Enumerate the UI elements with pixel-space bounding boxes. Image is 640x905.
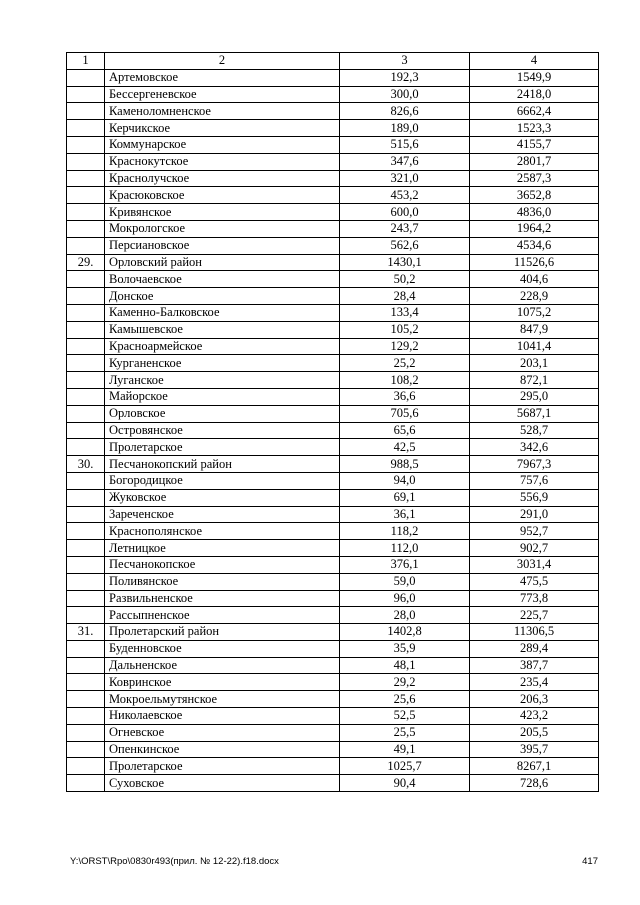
table-row [67, 506, 599, 523]
value-col4-cell: 1075,2 [470, 304, 599, 321]
table-row [67, 136, 599, 153]
name-cell: Пролетарское [105, 439, 340, 456]
name-cell: Каменно-Балковское [105, 304, 340, 321]
value-col4-cell: 289,4 [470, 640, 599, 657]
table-row [67, 674, 599, 691]
value-col3-cell: 42,5 [340, 439, 470, 456]
value-col4-cell: 757,6 [470, 472, 599, 489]
table-row [67, 405, 599, 422]
row-number-cell [67, 506, 105, 523]
name-cell: Рассыпненское [105, 607, 340, 624]
table-row [67, 556, 599, 573]
value-col4-cell: 203,1 [470, 355, 599, 372]
row-number-cell [67, 674, 105, 691]
name-cell: Луганское [105, 372, 340, 389]
table-body [67, 53, 599, 792]
value-col4-cell: 228,9 [470, 288, 599, 305]
name-cell: Артемовское [105, 69, 340, 86]
value-col4-cell: 291,0 [470, 506, 599, 523]
table-row [67, 456, 599, 473]
value-col4-cell: 5687,1 [470, 405, 599, 422]
row-number-cell [67, 288, 105, 305]
header-cell-1: 1 [67, 53, 105, 70]
value-col3-cell: 192,3 [340, 69, 470, 86]
value-col4-cell: 847,9 [470, 321, 599, 338]
value-col3-cell: 69,1 [340, 489, 470, 506]
row-number-cell [67, 136, 105, 153]
name-cell: Краснополянское [105, 523, 340, 540]
table-row [67, 86, 599, 103]
row-number-cell [67, 489, 105, 506]
row-number-cell: 31. [67, 624, 105, 641]
table-row [67, 624, 599, 641]
name-cell: Пролетарский район [105, 624, 340, 641]
table-row [67, 355, 599, 372]
value-col4-cell: 3652,8 [470, 187, 599, 204]
name-cell: Мокроельмутянское [105, 691, 340, 708]
name-cell: Кривянское [105, 204, 340, 221]
name-cell: Волочаевское [105, 271, 340, 288]
name-cell: Ковринское [105, 674, 340, 691]
name-cell: Орловский район [105, 254, 340, 271]
value-col3-cell: 376,1 [340, 556, 470, 573]
row-number-cell [67, 523, 105, 540]
value-col4-cell: 11306,5 [470, 624, 599, 641]
name-cell: Развильненское [105, 590, 340, 607]
value-col4-cell: 872,1 [470, 372, 599, 389]
value-col3-cell: 90,4 [340, 775, 470, 792]
value-col4-cell: 387,7 [470, 657, 599, 674]
value-col4-cell: 404,6 [470, 271, 599, 288]
row-number-cell [67, 741, 105, 758]
name-cell: Донское [105, 288, 340, 305]
table-row [67, 540, 599, 557]
value-col4-cell: 206,3 [470, 691, 599, 708]
value-col4-cell: 952,7 [470, 523, 599, 540]
value-col3-cell: 25,5 [340, 724, 470, 741]
header-cell-2: 2 [105, 53, 340, 70]
name-cell: Орловское [105, 405, 340, 422]
value-col4-cell: 235,4 [470, 674, 599, 691]
table-row [67, 288, 599, 305]
row-number-cell [67, 388, 105, 405]
row-number-cell [67, 607, 105, 624]
value-col3-cell: 59,0 [340, 573, 470, 590]
value-col4-cell: 205,5 [470, 724, 599, 741]
value-col4-cell: 295,0 [470, 388, 599, 405]
row-number-cell [67, 237, 105, 254]
value-col4-cell: 423,2 [470, 708, 599, 725]
row-number-cell [67, 439, 105, 456]
row-number-cell [67, 153, 105, 170]
name-cell: Дальненское [105, 657, 340, 674]
footer-file-path: Y:\ORST\Rpo\0830r493(прил. № 12-22).f18.docx [70, 856, 279, 867]
value-col4-cell: 4534,6 [470, 237, 599, 254]
value-col3-cell: 25,6 [340, 691, 470, 708]
table-row [67, 338, 599, 355]
value-col3-cell: 189,0 [340, 120, 470, 137]
row-number-cell [67, 204, 105, 221]
row-number-cell [67, 573, 105, 590]
table-row [67, 590, 599, 607]
name-cell: Огневское [105, 724, 340, 741]
name-cell: Поливянское [105, 573, 340, 590]
value-col3-cell: 826,6 [340, 103, 470, 120]
name-cell: Песчанокопский район [105, 456, 340, 473]
table-row [67, 321, 599, 338]
value-col3-cell: 35,9 [340, 640, 470, 657]
value-col3-cell: 25,2 [340, 355, 470, 372]
name-cell: Красноармейское [105, 338, 340, 355]
value-col3-cell: 133,4 [340, 304, 470, 321]
table-row [67, 254, 599, 271]
table-row [67, 69, 599, 86]
row-number-cell [67, 640, 105, 657]
table-row [67, 724, 599, 741]
value-col3-cell: 347,6 [340, 153, 470, 170]
table-row [67, 489, 599, 506]
row-number-cell [67, 103, 105, 120]
row-number-cell [67, 758, 105, 775]
table-row [67, 657, 599, 674]
data-table [66, 52, 599, 792]
header-cell-4: 4 [470, 53, 599, 70]
name-cell: Майорское [105, 388, 340, 405]
name-cell: Керчикское [105, 120, 340, 137]
row-number-cell [67, 657, 105, 674]
value-col3-cell: 65,6 [340, 422, 470, 439]
name-cell: Суховское [105, 775, 340, 792]
table-row [67, 304, 599, 321]
name-cell: Опенкинское [105, 741, 340, 758]
row-number-cell [67, 691, 105, 708]
value-col3-cell: 988,5 [340, 456, 470, 473]
value-col3-cell: 705,6 [340, 405, 470, 422]
name-cell: Каменоломненское [105, 103, 340, 120]
value-col4-cell: 1964,2 [470, 220, 599, 237]
value-col3-cell: 28,0 [340, 607, 470, 624]
value-col3-cell: 36,6 [340, 388, 470, 405]
table-row [67, 775, 599, 792]
table-row [67, 758, 599, 775]
value-col3-cell: 94,0 [340, 472, 470, 489]
value-col3-cell: 1430,1 [340, 254, 470, 271]
value-col3-cell: 562,6 [340, 237, 470, 254]
value-col4-cell: 225,7 [470, 607, 599, 624]
table-row [67, 237, 599, 254]
value-col4-cell: 1041,4 [470, 338, 599, 355]
table-row [67, 472, 599, 489]
name-cell: Краснокутское [105, 153, 340, 170]
value-col3-cell: 29,2 [340, 674, 470, 691]
value-col3-cell: 112,0 [340, 540, 470, 557]
value-col4-cell: 2587,3 [470, 170, 599, 187]
value-col4-cell: 528,7 [470, 422, 599, 439]
name-cell: Богородицкое [105, 472, 340, 489]
value-col3-cell: 129,2 [340, 338, 470, 355]
value-col4-cell: 556,9 [470, 489, 599, 506]
value-col3-cell: 1025,7 [340, 758, 470, 775]
table-row [67, 523, 599, 540]
value-col3-cell: 453,2 [340, 187, 470, 204]
row-number-cell [67, 170, 105, 187]
row-number-cell [67, 540, 105, 557]
value-col4-cell: 8267,1 [470, 758, 599, 775]
table-row [67, 271, 599, 288]
value-col4-cell: 11526,6 [470, 254, 599, 271]
row-number-cell [67, 187, 105, 204]
value-col4-cell: 2801,7 [470, 153, 599, 170]
value-col3-cell: 52,5 [340, 708, 470, 725]
name-cell: Красюковское [105, 187, 340, 204]
table-row [67, 153, 599, 170]
name-cell: Мокрологское [105, 220, 340, 237]
table-header-row [67, 53, 599, 70]
row-number-cell [67, 321, 105, 338]
value-col4-cell: 7967,3 [470, 456, 599, 473]
row-number-cell [67, 708, 105, 725]
table-row [67, 741, 599, 758]
value-col3-cell: 300,0 [340, 86, 470, 103]
name-cell: Жуковское [105, 489, 340, 506]
table-row [67, 607, 599, 624]
value-col3-cell: 48,1 [340, 657, 470, 674]
row-number-cell [67, 724, 105, 741]
value-col3-cell: 515,6 [340, 136, 470, 153]
value-col3-cell: 243,7 [340, 220, 470, 237]
row-number-cell [67, 304, 105, 321]
row-number-cell [67, 422, 105, 439]
value-col4-cell: 395,7 [470, 741, 599, 758]
value-col4-cell: 3031,4 [470, 556, 599, 573]
value-col3-cell: 50,2 [340, 271, 470, 288]
value-col3-cell: 600,0 [340, 204, 470, 221]
table-row [67, 187, 599, 204]
name-cell: Камышевское [105, 321, 340, 338]
table-row [67, 220, 599, 237]
value-col4-cell: 342,6 [470, 439, 599, 456]
table-row [67, 573, 599, 590]
name-cell: Буденновское [105, 640, 340, 657]
row-number-cell: 29. [67, 254, 105, 271]
value-col4-cell: 475,5 [470, 573, 599, 590]
table-row [67, 422, 599, 439]
name-cell: Персиановское [105, 237, 340, 254]
value-col4-cell: 4155,7 [470, 136, 599, 153]
value-col3-cell: 108,2 [340, 372, 470, 389]
name-cell: Летницкое [105, 540, 340, 557]
row-number-cell [67, 271, 105, 288]
name-cell: Зареченское [105, 506, 340, 523]
table-row [67, 640, 599, 657]
row-number-cell [67, 220, 105, 237]
value-col3-cell: 321,0 [340, 170, 470, 187]
row-number-cell [67, 472, 105, 489]
name-cell: Островянское [105, 422, 340, 439]
name-cell: Бессергеневское [105, 86, 340, 103]
value-col4-cell: 728,6 [470, 775, 599, 792]
row-number-cell [67, 775, 105, 792]
value-col4-cell: 1523,3 [470, 120, 599, 137]
name-cell: Коммунарское [105, 136, 340, 153]
table-row [67, 691, 599, 708]
table-row [67, 170, 599, 187]
value-col4-cell: 902,7 [470, 540, 599, 557]
row-number-cell [67, 405, 105, 422]
value-col3-cell: 36,1 [340, 506, 470, 523]
value-col3-cell: 28,4 [340, 288, 470, 305]
value-col3-cell: 105,2 [340, 321, 470, 338]
row-number-cell [67, 355, 105, 372]
name-cell: Краснолучское [105, 170, 340, 187]
value-col4-cell: 773,8 [470, 590, 599, 607]
value-col3-cell: 118,2 [340, 523, 470, 540]
value-col4-cell: 2418,0 [470, 86, 599, 103]
name-cell: Николаевское [105, 708, 340, 725]
value-col4-cell: 1549,9 [470, 69, 599, 86]
row-number-cell [67, 120, 105, 137]
value-col4-cell: 6662,4 [470, 103, 599, 120]
table-row [67, 388, 599, 405]
table-row [67, 708, 599, 725]
name-cell: Песчанокопское [105, 556, 340, 573]
row-number-cell [67, 590, 105, 607]
table-row [67, 204, 599, 221]
row-number-cell [67, 372, 105, 389]
row-number-cell [67, 556, 105, 573]
value-col3-cell: 1402,8 [340, 624, 470, 641]
footer-page-number: 417 [582, 856, 598, 867]
row-number-cell [67, 338, 105, 355]
row-number-cell: 30. [67, 456, 105, 473]
table-row [67, 120, 599, 137]
value-col3-cell: 96,0 [340, 590, 470, 607]
row-number-cell [67, 69, 105, 86]
table-row [67, 103, 599, 120]
table-row [67, 372, 599, 389]
value-col3-cell: 49,1 [340, 741, 470, 758]
header-cell-3: 3 [340, 53, 470, 70]
row-number-cell [67, 86, 105, 103]
name-cell: Пролетарское [105, 758, 340, 775]
table-row [67, 439, 599, 456]
value-col4-cell: 4836,0 [470, 204, 599, 221]
name-cell: Курганенское [105, 355, 340, 372]
